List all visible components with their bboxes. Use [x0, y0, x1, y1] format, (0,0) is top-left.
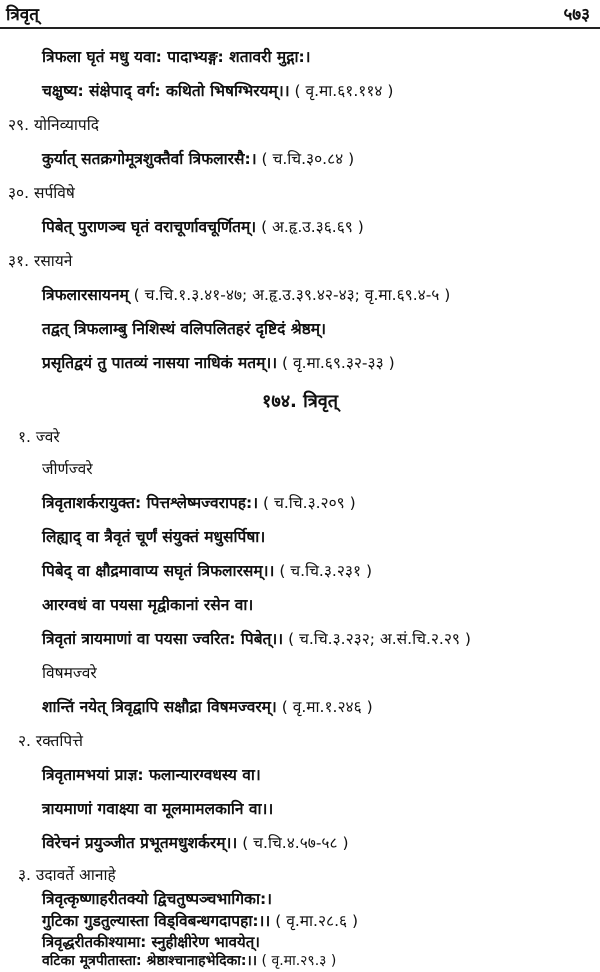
section-heading: २. रक्तपित्ते	[18, 732, 83, 750]
citation: ( वृ.मा.२८.६ )	[270, 912, 359, 930]
sub-heading: जीर्णज्वरे	[42, 460, 93, 478]
verse-line: गुटिका गुडतुल्यास्ता विड्विबन्धगदापहा:।। ( वृ.मा.२८.६ )	[42, 912, 359, 930]
verse-line: शान्तिं नयेत् त्रिवृद्वापि सक्षौद्रा विषमज्वरम्। ( वृ.मा.१.२४६ )	[42, 698, 373, 716]
citation: ( च.चि.३.२३२; अ.सं.चि.२.२९ )	[283, 630, 471, 648]
verse-line: त्रिवृतामभयां प्राज्ञ: फलान्यारग्वधस्य वा।	[42, 766, 261, 784]
citation: ( वृ.मा.२९.३ )	[257, 953, 337, 969]
citation: ( च.चि.३.२०९ )	[258, 494, 356, 512]
verse-line: पिबेद् वा क्षौद्रमावाप्य सघृतं त्रिफलारसम्।। ( च.चि.३.२३१ )	[42, 562, 373, 580]
verse-line: त्रिफलारसायनम् ( च.चि.१.३.४१-४७; अ.हृ.उ.३९.४२-४३; वृ.मा.६९.४-५ )	[42, 286, 451, 304]
verse-line: त्रिवृताशर्करायुक्त: पित्तश्लेष्मज्वरापह:। ( च.चि.३.२०९ )	[42, 494, 356, 512]
citation: ( वृ.मा.६९.३२-३३ )	[277, 354, 395, 372]
section-heading: ३१. रसायने	[8, 252, 73, 270]
verse-line: प्रसृतिद्वयं तु पातव्यं नासया नाधिकं मतम्।। ( वृ.मा.६९.३२-३३ )	[42, 354, 395, 372]
page-header	[0, 0, 600, 28]
verse-line: त्रिवृत्कृष्णाहरीतक्यो द्विचतुष्पञ्चभागिका:।	[42, 890, 273, 908]
section-heading: ३. उदावर्ते आनाहे	[18, 866, 116, 884]
verse-line: त्रिवृतां त्रायमाणां वा पयसा ज्वरित: पिबेत्।। ( च.चि.३.२३२; अ.सं.चि.२.२९ )	[42, 630, 471, 648]
citation: ( च.चि.४.५७-५८ )	[237, 834, 349, 852]
citation: ( च.चि.३.२३१ )	[274, 562, 373, 580]
verse-line: त्रिवृद्धरीतकीश्यामा: स्नुहीक्षीरेण भावयेत्।	[42, 933, 260, 951]
verse-line: आरग्वधं वा पयसा मृद्वीकानां रसेन वा।	[42, 596, 254, 614]
verse-line: त्रायमाणां गवाक्ष्या वा मूलमामलकानि वा।।	[42, 800, 274, 818]
verse-line: त्रिफला घृतं मधु यवा: पादाभ्यङ्ग: शतावरी मुद्गा:।	[42, 48, 311, 66]
verse-line: कुर्यात् सतक्रगोमूत्रशुक्तैर्वा त्रिफलारसै:। ( च.चि.३०.८४ )	[42, 150, 355, 168]
citation: ( वृ.मा.६१.११४ )	[289, 82, 394, 100]
citation: ( अ.हृ.उ.३६.६९ )	[256, 218, 364, 236]
sub-heading: विषमज्वरे	[42, 664, 97, 682]
section-heading: ३०. सर्पविषे	[8, 184, 75, 202]
section-heading: १. ज्वरे	[18, 428, 60, 446]
page-number: ५७३	[563, 5, 590, 25]
chapter-title: १७४. त्रिवृत्	[261, 391, 339, 412]
verse-line: लिह्याद् वा त्रैवृतं चूर्णं संयुक्तं मधुसर्पिषा।	[42, 528, 266, 546]
verse-line: चक्षुष्य: संक्षेपाद् वर्ग: कथितो भिषग्भिरयम्।। ( वृ.मा.६१.११४ )	[42, 82, 394, 100]
verse-line: विरेचनं प्रयुञ्जीत प्रभूतमधुशर्करम्।। ( च.चि.४.५७-५८ )	[42, 834, 349, 852]
citation: ( वृ.मा.१.२४६ )	[276, 698, 373, 716]
citation: ( च.चि.३०.८४ )	[256, 150, 355, 168]
section-heading: २९. योनिव्यापदि	[8, 116, 99, 134]
verse-line: पिबेत् पुराणञ्च घृतं वराचूर्णावचूर्णितम्। ( अ.हृ.उ.३६.६९ )	[42, 218, 364, 236]
running-title: त्रिवृत्	[6, 5, 39, 25]
verse-line: तद्वत् त्रिफलाम्बु निशिस्थं वलिपलितहरं दृष्टिदं श्रेष्ठम्।	[42, 320, 326, 338]
citation: ( च.चि.१.३.४१-४७; अ.हृ.उ.३९.४२-४३; वृ.मा.६९.४-५ )	[128, 286, 451, 304]
header-rule	[0, 27, 600, 29]
verse-line-overflow: वटिका मूत्रपीतास्ता: श्रेष्ठाश्चानाहभेदिका:।। ( वृ.मा.२९.३ )	[42, 953, 337, 969]
